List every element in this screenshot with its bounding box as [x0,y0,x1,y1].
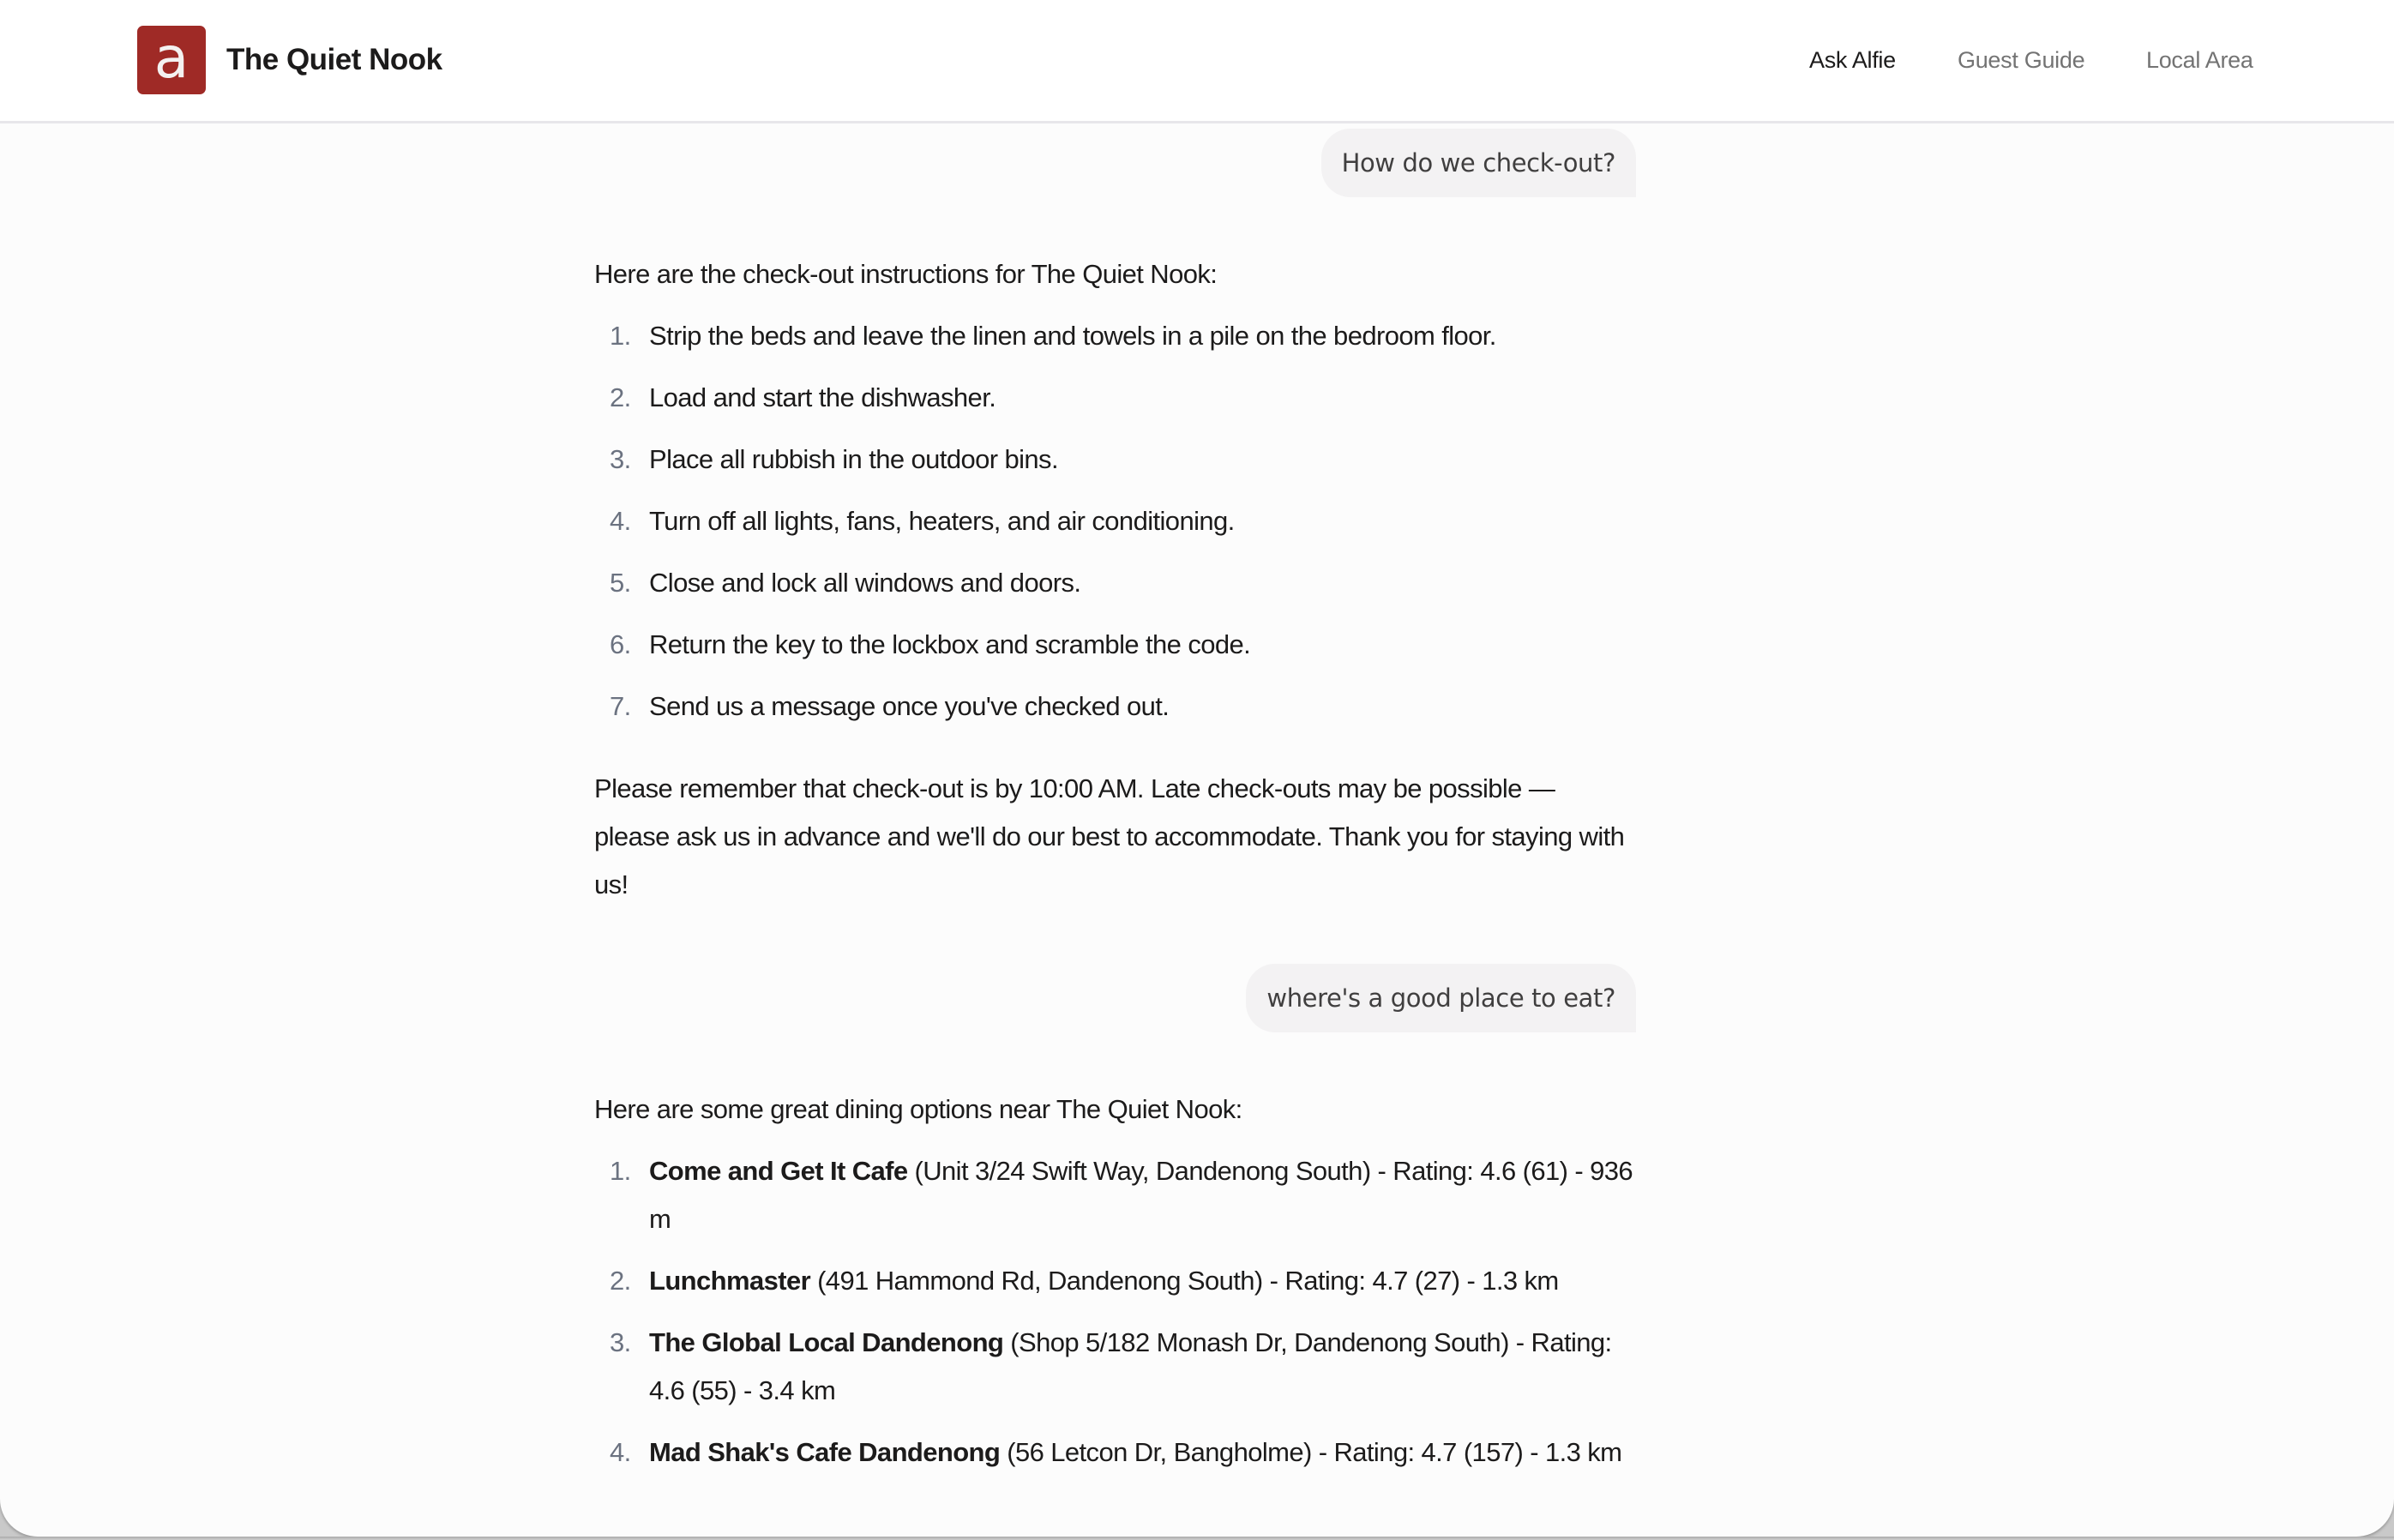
list-item [594,683,1636,731]
list-number: 2. [610,382,631,412]
user-message [594,129,1636,197]
nav-ask-alfie[interactable]: Ask Alfie [1809,47,1896,73]
nav-local-area[interactable]: Local Area [2146,47,2253,73]
window-frame-edge [0,1537,2394,1540]
list-item [594,312,1636,360]
list-number: 2. [610,1266,631,1296]
restaurant-details: (Shop 5/182 Monash Dr, Dandenong South) - Rating: 4.6 (55) - 3.4 km [649,1327,1612,1405]
assistant-intro: Here are some great dining options near The Quiet Nook: [594,1094,1242,1124]
list-item-text: Return the key to the lockbox and scramble the code. [649,629,1251,659]
list-item-text: Send us a message once you've checked out. [649,691,1170,721]
list-number: 3. [610,444,631,474]
list-number: 4. [610,1437,631,1467]
list-number: 1. [610,1156,631,1186]
list-item [594,374,1636,422]
restaurant-name: Come and Get It Cafe [649,1156,908,1186]
list-item-text: Load and start the dishwasher. [649,382,996,412]
list-item [594,621,1636,669]
list-item [594,497,1636,545]
list-item [594,1147,1636,1243]
list-number: 5. [610,568,631,598]
nav-guest-guide[interactable]: Guest Guide [1958,47,2085,73]
restaurant-details: (56 Letcon Dr, Bangholme) - Rating: 4.7 (157) - 1.3 km [1000,1437,1622,1467]
list-number: 4. [610,506,631,536]
list-item [594,1257,1636,1305]
restaurant-name: Lunchmaster [649,1266,811,1296]
restaurant-details: (491 Hammond Rd, Dandenong South) - Rating: 4.7 (27) - 1.3 km [810,1266,1559,1296]
list-item [594,1429,1636,1477]
list-item-text: Strip the beds and leave the linen and towels in a pile on the bedroom floor. [649,321,1496,351]
user-bubble: where's a good place to eat? [1246,964,1636,1032]
assistant-outro: Please remember that check-out is by 10:00 AM. Late check-outs may be possible — please ask us in advance and we'll do our best to accommodate. Thank you for staying with us! [594,773,1625,899]
list-item-text: Place all rubbish in the outdoor bins. [649,444,1058,474]
dining-options-list [594,1147,1636,1477]
list-item [594,1319,1636,1415]
list-item-text: Close and lock all windows and doors. [649,568,1081,598]
site-header [0,0,2394,123]
assistant-message [594,250,1636,909]
logo-icon[interactable]: a [137,26,206,94]
checkout-steps-list [594,312,1636,731]
list-number: 7. [610,691,631,721]
chat-transcript [594,123,1636,1477]
list-item [594,559,1636,607]
restaurant-name: Mad Shak's Cafe Dandenong [649,1437,1001,1467]
assistant-message [594,1086,1636,1477]
user-bubble: How do we check-out? [1321,129,1636,197]
restaurant-details: (Unit 3/24 Swift Way, Dandenong South) - Rating: 4.6 (61) - 936 m [649,1156,1633,1234]
list-item-text: Turn off all lights, fans, heaters, and air conditioning. [649,506,1235,536]
list-item [594,436,1636,484]
list-number: 1. [610,321,631,351]
list-number: 3. [610,1327,631,1357]
list-number: 6. [610,629,631,659]
brand-title[interactable]: The Quiet Nook [226,43,442,76]
user-message [594,964,1636,1032]
assistant-intro: Here are the check-out instructions for The Quiet Nook: [594,259,1218,289]
restaurant-name: The Global Local Dandenong [649,1327,1004,1357]
